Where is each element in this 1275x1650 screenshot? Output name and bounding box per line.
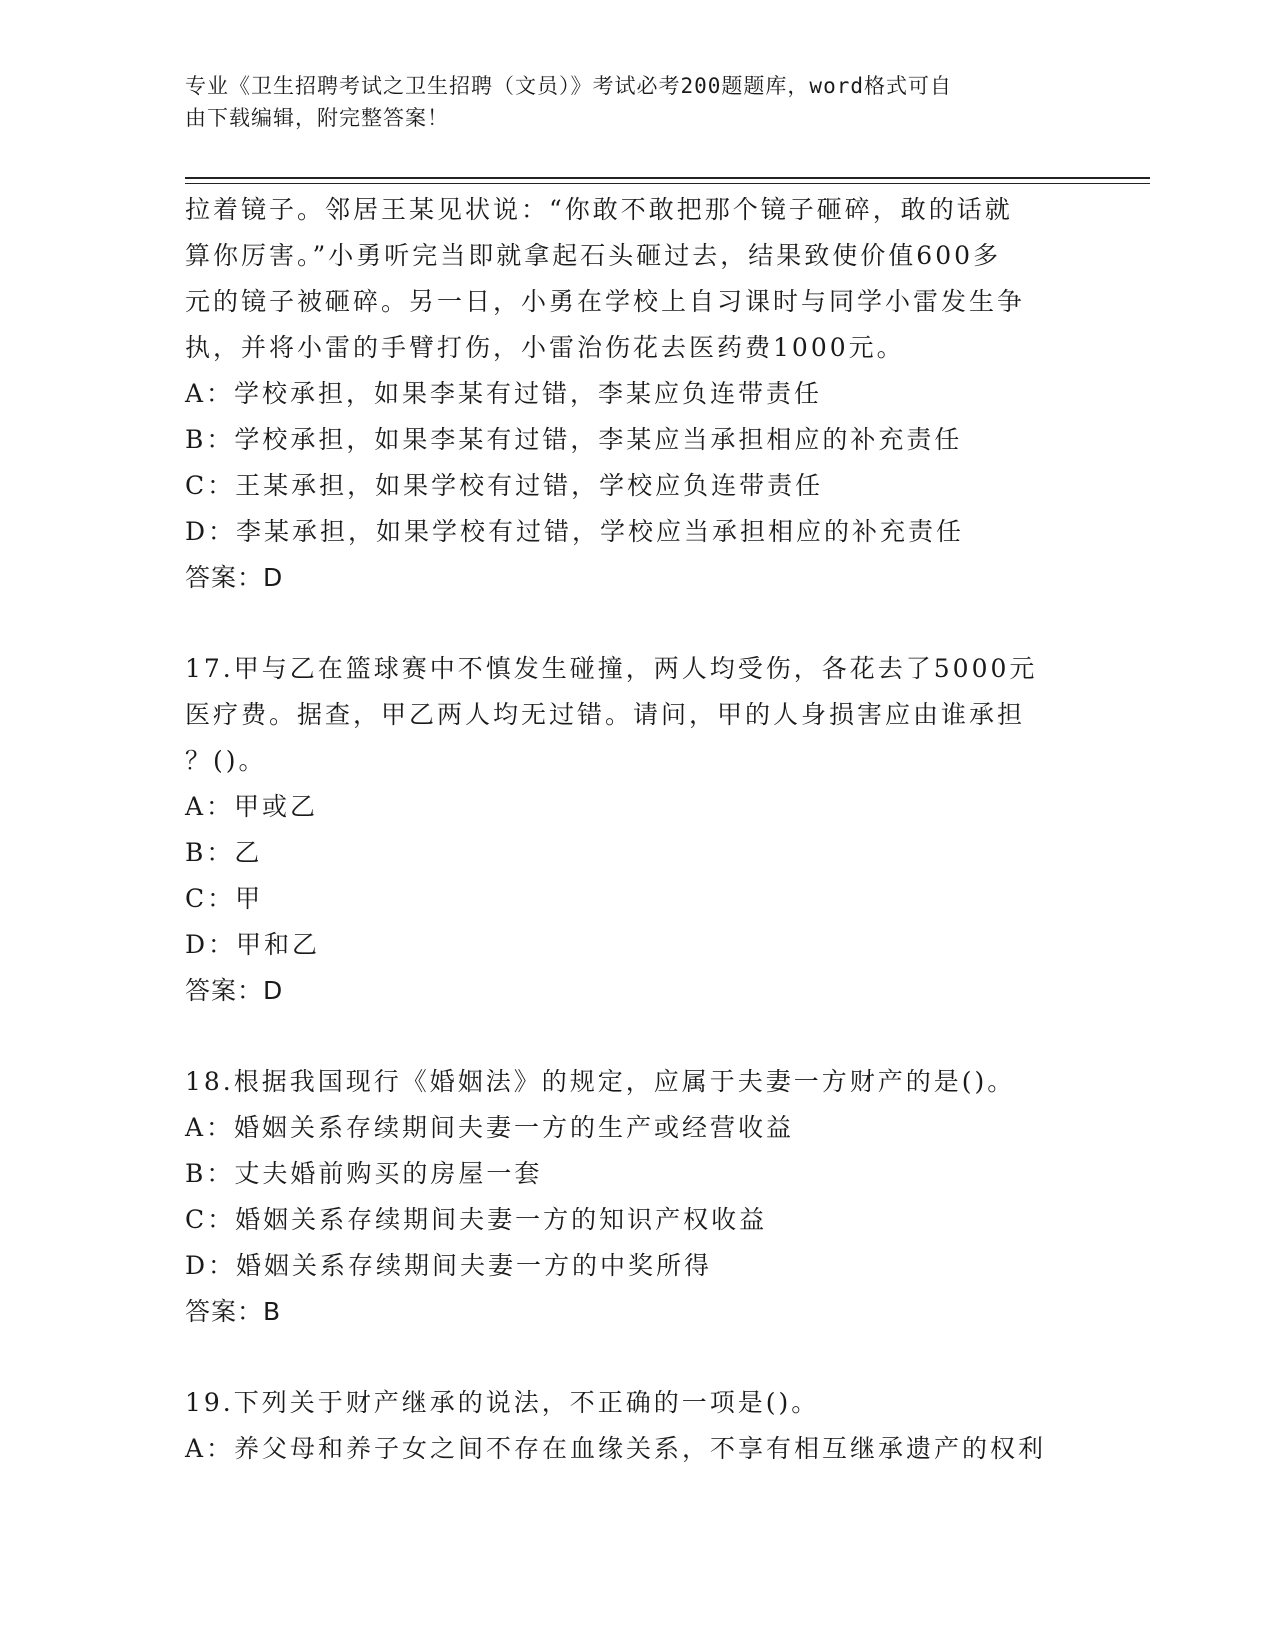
header-line-1: 专业《卫生招聘考试之卫生招聘（文员）》考试必考200题题库，word格式可自 (185, 74, 952, 98)
option-a: A：学校承担，如果李某有过错，李某应负连带责任 (185, 379, 823, 408)
question-text-line: 拉着镜子。邻居王某见状说：“你敢不敢把那个镜子砸碎，敢的话就 (185, 195, 1013, 224)
question-text-line: 算你厉害。”小勇听完当即就拿起石头砸过去，结果致使价值600多 (185, 241, 1002, 270)
answer: 答案：B (185, 1297, 282, 1326)
option-c: C：甲 (185, 884, 264, 913)
option-a: A：养父母和养子女之间不存在血缘关系，不享有相互继承遗产的权利 (185, 1434, 1047, 1463)
option-b: B：乙 (185, 838, 263, 867)
option-b: B：学校承担，如果李某有过错，李某应当承担相应的补充责任 (185, 425, 963, 454)
header-rule-thick (185, 177, 1150, 179)
option-c: C：婚姻关系存续期间夫妻一方的知识产权收益 (185, 1205, 768, 1234)
question-text-line: 执，并将小雷的手臂打伤，小雷治伤花去医药费1000元。 (185, 333, 905, 362)
answer: 答案：D (185, 976, 284, 1005)
option-b: B：丈夫婚前购买的房屋一套 (185, 1159, 543, 1188)
option-d: D：甲和乙 (185, 930, 321, 959)
option-c: C：王某承担，如果学校有过错，学校应负连带责任 (185, 471, 824, 500)
question-text-line: 18.根据我国现行《婚姻法》的规定，应属于夫妻一方财产的是()。 (185, 1067, 1016, 1096)
document-body (185, 187, 1085, 1472)
option-a: A：婚姻关系存续期间夫妻一方的生产或经营收益 (185, 1113, 795, 1142)
option-d: D：婚姻关系存续期间夫妻一方的中奖所得 (185, 1251, 713, 1280)
question-19 (185, 1380, 1085, 1472)
question-18 (185, 1059, 1085, 1335)
answer: 答案：D (185, 563, 284, 592)
option-d: D：李某承担，如果学校有过错，学校应当承担相应的补充责任 (185, 517, 965, 546)
question-text-line: 19.下列关于财产继承的说法，不正确的一项是()。 (185, 1388, 820, 1417)
document-header (185, 70, 1065, 134)
header-line-2: 由下载编辑，附完整答案！ (185, 106, 449, 130)
question-text-line: 17.甲与乙在篮球赛中不慎发生碰撞，两人均受伤，各花去了5000元 (185, 654, 1038, 683)
question-text-line: ？()。 (185, 746, 267, 775)
question-text-line: 医疗费。据查，甲乙两人均无过错。请问，甲的人身损害应由谁承担 (185, 700, 1026, 729)
option-a: A：甲或乙 (185, 792, 319, 821)
header-rule-thin (185, 183, 1150, 184)
question-text-line: 元的镜子被砸碎。另一日，小勇在学校上自习课时与同学小雷发生争 (185, 287, 1026, 316)
question-16-continued (185, 187, 1085, 601)
question-17 (185, 646, 1085, 1014)
